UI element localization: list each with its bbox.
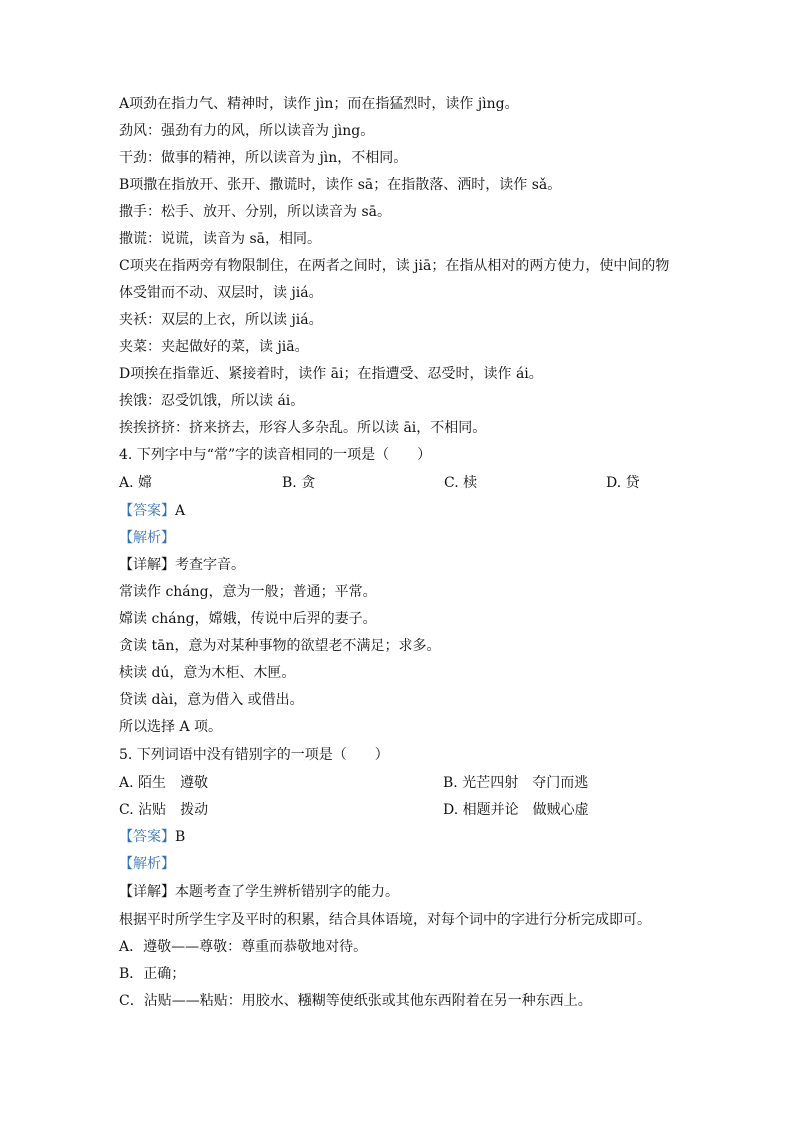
q5-answer [119, 827, 679, 847]
q5-body-line: C．沾贴——粘贴：用胶水、糨糊等使纸张或其他东西附着在另一种东西上。 [119, 993, 592, 1009]
text-line: 撒手：松手、放开、分别，所以读音为 sā。 [119, 204, 391, 220]
q5-analysis [119, 854, 679, 874]
q5-detail [119, 882, 679, 902]
answer-tag: 【答案】 [119, 829, 175, 845]
q4-option-b: B. 贪 [282, 475, 316, 491]
q4-option-d: D. 贷 [606, 475, 640, 491]
q5-body-line: B．正确； [119, 966, 186, 982]
q4-option-a: A. 嫦 [119, 475, 153, 491]
text-line: 劲风：强劲有力的风，所以读音为 jìng。 [119, 123, 375, 139]
text-line: 夹袄：双层的上衣，所以读 jiá。 [119, 312, 323, 328]
question-5: 5. 下列词语中没有错别字的一项是（ ） [119, 747, 389, 763]
q4-body-line: 常读作 cháng，意为一般；普通；平常。 [119, 584, 377, 600]
answer-value: B [175, 829, 186, 845]
question-4: 4. 下列字中与“常”字的读音相同的一项是（ ） [119, 447, 432, 463]
text-line: 撒谎：说谎，读音为 sā，相同。 [119, 231, 321, 247]
text-line: A项劲在指力气、精神时，读作 jìn；而在指猛烈时，读作 jìng。 [119, 96, 519, 112]
q4-body-line: 嫦读 cháng，嫦娥，传说中后羿的妻子。 [119, 611, 377, 627]
q4-body-line: 贷读 dài，意为借入 或借出。 [119, 692, 304, 708]
q4-option-c: C. 椟 [444, 475, 478, 491]
q5-body-line: A．遵敬——尊敬：尊重而恭敬地对待。 [119, 939, 368, 955]
text-line: 干劲：做事的精神，所以读音为 jìn，不相同。 [119, 150, 408, 166]
q5-option-d: D. 相题并论 做贼心虚 [443, 802, 589, 818]
text-line: B项撒在指放开、张开、撒谎时，读作 sā；在指散落、洒时，读作 sǎ。 [119, 177, 562, 193]
q4-detail [119, 555, 679, 575]
text-line: D项挨在指靠近、紧接着时，读作 āi；在指遭受、忍受时，读作 ái。 [119, 366, 543, 382]
detail-tag: 【详解】 [119, 557, 175, 573]
text-line: C项夹在指两旁有物限制住，在两者之间时，读 jiā；在指从相对的两方使力，使中间的物 [119, 258, 670, 274]
q4-analysis [119, 528, 679, 548]
analysis-tag: 【解析】 [119, 530, 175, 546]
detail-tag: 【详解】 [119, 884, 175, 900]
text-line: 挨挨挤挤：挤来挤去，形容人多杂乱。所以读 āi，不相同。 [119, 420, 487, 436]
analysis-tag: 【解析】 [119, 856, 175, 872]
q5-body-line: 根据平时所学生字及平时的积累，结合具体语境，对每个词中的字进行分析完成即可。 [119, 912, 651, 928]
detail-text: 考查字音。 [175, 557, 245, 573]
q4-body-line: 所以选择 A 项。 [119, 719, 223, 735]
text-line: 挨饿：忍受饥饿，所以读 ái。 [119, 393, 305, 409]
text-line: 体受钳而不动、双层时，读 jiá。 [119, 285, 323, 301]
detail-text: 本题考查了学生辨析错别字的能力。 [175, 884, 399, 900]
q5-option-c: C. 沾贴 拨动 [119, 802, 209, 818]
q4-body-line: 贪读 tān，意为对某种事物的欲望老不满足；求多。 [119, 638, 441, 654]
q5-option-b: B. 光芒四射 夺门而逃 [443, 775, 589, 791]
q4-answer [119, 501, 679, 521]
q4-body-line: 椟读 dú，意为木柜、木匣。 [119, 665, 296, 681]
q5-option-a: A. 陌生 遵敬 [119, 775, 209, 791]
answer-tag: 【答案】 [119, 503, 175, 519]
text-line: 夹菜：夹起做好的菜，读 jiā。 [119, 339, 309, 355]
answer-value: A [175, 503, 186, 519]
